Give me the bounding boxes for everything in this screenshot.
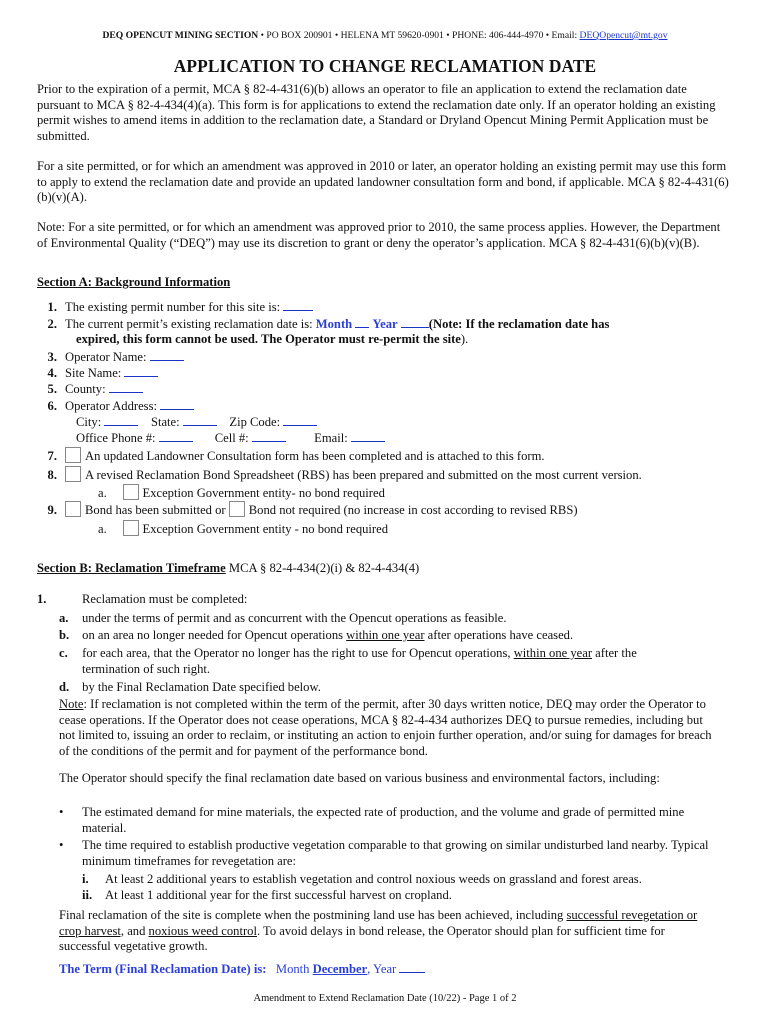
section-a-item-8: 8. A revised Reclamation Bond Spreadsheet (RBS) has been prepared and submitted on the most current version. xyxy=(47,468,642,482)
cell-field[interactable] xyxy=(252,430,286,442)
page-title: APPLICATION TO CHANGE RECLAMATION DATE xyxy=(173,56,597,76)
roman-ii: ii. At least 1 additional year for the first successful harvest on cropland. xyxy=(82,888,452,902)
section-b-spec: The Operator should specify the final reclamation date based on various business and environmental factors, including: xyxy=(59,771,660,785)
term-year-label: Year xyxy=(373,962,397,976)
intro-paragraph-3: Note: For a site permitted, or for which an amendment was approved prior to 2010, the same process applies. However, the Department of Environmental Quality (“DEQ”) may use its discretion to grant or deny the operator’s application. MCA § 82-4-431(6)(b)(v)(B). xyxy=(37,220,721,250)
section-b-item-d: d. by the Final Reclamation Date specified below. xyxy=(59,680,321,694)
month-field[interactable]: Month xyxy=(315,317,353,331)
section-a-item-9: 9. Bond has been submitted or Bond not required (no increase in cost according to revised RBS) xyxy=(47,503,578,517)
term-month-label: Month xyxy=(275,962,310,976)
final-reclamation-paragraph: Final reclamation of the site is complete when the postmining land use has been achieved, including successful revegetation or crop harvest, and noxious weed control. To avoid delays in bond release, the Operator should plan for sufficient time for successful vegetative growth. xyxy=(59,908,698,954)
year-field[interactable]: Year xyxy=(372,317,398,331)
state-field[interactable] xyxy=(183,414,217,426)
city-field[interactable] xyxy=(104,414,138,426)
section-a-item-7: 7. An updated Landowner Consultation form has been completed and is attached to this form. xyxy=(47,449,545,463)
landowner-consultation-checkbox[interactable] xyxy=(65,447,81,463)
bullet-2: • The time required to establish productive vegetation comparable to that growing on similar undisturbed land nearby. Typical minimum timeframes for revegetation are: xyxy=(59,838,709,868)
rbs-checkbox[interactable] xyxy=(65,466,81,482)
operator-name-field[interactable] xyxy=(150,349,184,361)
county-field[interactable] xyxy=(109,381,143,393)
section-a-item-8a: a. Exception Government entity- no bond required xyxy=(98,486,385,500)
section-a-item-9a: a. Exception Government entity - no bond required xyxy=(98,522,389,536)
section-a-item-5: 5. County: xyxy=(37,381,737,398)
roman-i: i. At least 2 additional years to establish vegetation and control noxious weeds on grassland and forest areas. xyxy=(82,872,642,886)
section-a-heading: Section A: Background Information xyxy=(37,275,231,289)
section-b-note: Note: If reclamation is not completed within the term of the permit, after 30 days written notice, DEQ may order the Operator to cease operations. If the Operator does not cease operations, MCA § 82-4-434 authorizes DEQ to pursue remedies, including but not limited to, issuing an order to reclaim, or instituting an action to enjoin further operation, and/or suing for damages for breach of the conditions of the permit and for payment of the performance bond. xyxy=(59,697,712,758)
zip-field[interactable] xyxy=(283,414,317,426)
bond-not-required-checkbox[interactable] xyxy=(229,501,245,517)
section-a-item-4: 4. Site Name: xyxy=(37,365,737,382)
term-month-field[interactable]: December xyxy=(312,962,368,976)
section-b-item-1: 1. Reclamation must be completed: xyxy=(37,592,248,606)
operator-address-field[interactable] xyxy=(160,398,194,410)
bond-submitted-checkbox[interactable] xyxy=(65,501,81,517)
section-a-item-2-note: expired, this form cannot be used. The Operator must re-permit the site). xyxy=(76,332,469,346)
address-phones-email: Office Phone #: Cell #: Email: xyxy=(76,430,770,447)
intro-paragraph-1: Prior to the expiration of a permit, MCA § 82-4-431(6)(b) allows an operator to file an application to extend the reclamation date pursuant to MCA § 82-4-434(4)(a). This form is for applications to extend the reclamation date only. If an operator holding an existing permit wishes to amend items in addition to the reclamation date, a Standard or Dryland Opencut Mining Permit Application must be submitted. xyxy=(37,82,716,143)
intro-paragraph-2: For a site permitted, or for which an amendment was approved in 2010 or later, an operator holding an existing permit may use this form to apply to extend the reclamation date and provide an updated landowner consultation form and bond, if applicable. MCA § 82-4-431(6)(b)(v)(A). xyxy=(37,159,729,205)
section-a-item-6: 6. Operator Address: xyxy=(37,398,737,415)
section-b-heading: Section B: Reclamation Timeframe MCA § 82-4-434(2)(i) & 82-4-434(4) xyxy=(37,561,420,575)
header-email-link[interactable]: DEQOpencut@mt.gov xyxy=(579,30,668,41)
site-name-field[interactable] xyxy=(124,365,158,377)
exception-gov-checkbox-8a[interactable] xyxy=(123,484,139,500)
section-b-item-b: b. on an area no longer needed for Opencut operations within one year after operations have ceased. xyxy=(59,628,574,642)
permit-number-field[interactable] xyxy=(283,299,313,311)
section-b-item-a: a. under the terms of permit and as concurrent with the Opencut operations as feasible. xyxy=(59,611,507,625)
section-b-item-c: c. for each area, that the Operator no longer has the right to use for Opencut operations, within one year after the xyxy=(59,646,637,660)
section-a-item-1: 1. The existing permit number for this site is: xyxy=(37,299,737,316)
term-year-field[interactable] xyxy=(399,961,425,973)
page-footer: Amendment to Extend Reclamation Date (10/22) - Page 1 of 2 xyxy=(253,993,517,1004)
email-field[interactable] xyxy=(351,430,385,442)
exception-gov-checkbox-9a[interactable] xyxy=(123,520,139,536)
section-a-item-2: 2. The current permit’s existing reclamation date is: Month Year (Note: If the reclamation date has xyxy=(47,317,610,331)
header-org: DEQ OPENCUT MINING SECTION xyxy=(102,30,259,41)
office-phone-field[interactable] xyxy=(159,430,193,442)
address-city-state-zip: City: State: Zip Code: xyxy=(76,414,770,431)
bullet-1: • The estimated demand for mine materials, the expected rate of production, and the volume and grade of permitted mine material. xyxy=(59,805,685,835)
section-b-item-c-cont: termination of such right. xyxy=(82,662,211,676)
section-a-item-3: 3. Operator Name: xyxy=(37,349,737,366)
header-address: • PO BOX 200901 • HELENA MT 59620-0901 • PHONE: 406-444-4970 • Email: xyxy=(258,30,580,41)
page-header xyxy=(0,28,770,44)
term-line: The Term (Final Reclamation Date) is: Month December, Year xyxy=(59,961,759,978)
